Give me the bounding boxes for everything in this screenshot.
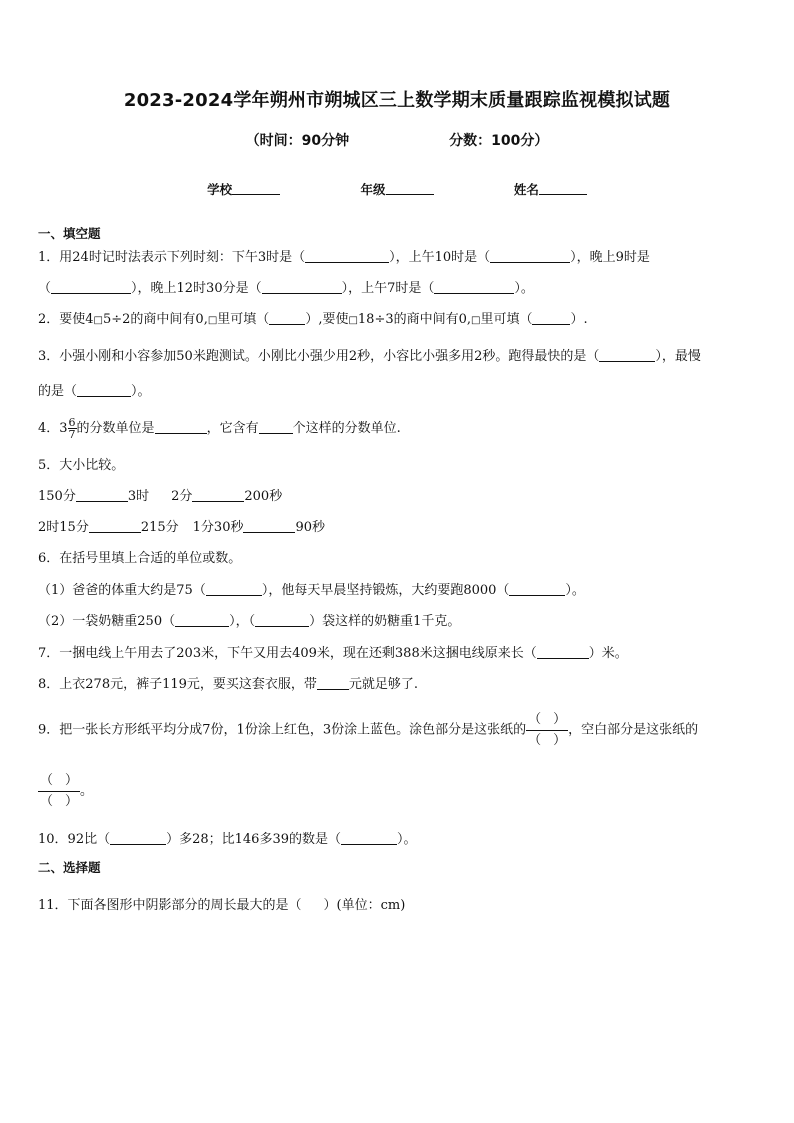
question-10: 10．92比（ ）多28；比146多39的数是（ ）。 [38, 832, 417, 847]
answer-fraction[interactable]: $\frac{( )}{( )}$ [40, 773, 79, 809]
question-1-line-2: （ ），晚上12时30分是（ ），上午7时是（ ）。 [38, 281, 534, 296]
answer-blank[interactable] [434, 280, 514, 294]
answer-blank[interactable] [532, 311, 570, 325]
section-choice-heading: 二、选择题 [38, 860, 101, 875]
answer-blank[interactable] [155, 420, 207, 434]
answer-blank[interactable] [192, 488, 244, 502]
answer-blank[interactable] [317, 676, 349, 690]
question-7: 7．一捆电线上午用去了203米，下午又用去409米，现在还剩388米这捆电线原来长（ ）米。 [38, 646, 628, 661]
exam-title: 2023-2024学年朔州市朔城区三上数学期末质量跟踪监视模拟试题 [123, 90, 671, 111]
student-info-row [0, 180, 794, 198]
answer-blank[interactable] [175, 613, 229, 627]
question-2: 2．要使4□5÷2的商中间有0,□里可填（ ）,要使□18÷3的商中间有0,□里可填（ ）. [38, 312, 588, 327]
blank-box-icon: □ [348, 315, 358, 326]
question-8: 8．上衣278元，裤子119元，要买这套衣服，带 元就足够了. [38, 677, 419, 692]
question-9: 9．把一张长方形纸平均分成7份，1份涂上红色，3份涂上蓝色。涂色部分是这张纸的 $\frac{( )}{( )}$ ，空白部分是这张纸的 [38, 712, 699, 748]
question-5-row-1: 150分 3时 2分 200秒 [38, 489, 283, 504]
answer-blank[interactable] [262, 280, 342, 294]
question-6-part-1: （1）爸爸的体重大约是75（ ），他每天早晨坚持锻炼，大约要跑8000（ ）。 [38, 583, 585, 598]
blank-box-icon: □ [207, 315, 218, 326]
answer-blank[interactable] [110, 831, 166, 845]
answer-blank[interactable] [341, 831, 397, 845]
answer-blank[interactable] [255, 613, 309, 627]
answer-blank[interactable] [259, 420, 293, 434]
question-6-part-2: （2）一袋奶糖重250（ ），（ ）袋这样的奶糖重1千克。 [38, 614, 461, 629]
answer-blank[interactable] [537, 645, 589, 659]
question-5-title: 5．大小比较。 [38, 458, 125, 473]
grade-field[interactable]: 年级 [360, 180, 433, 198]
question-11: 11．下面各图形中阴影部分的周长最大的是（ ）(单位：cm) [38, 898, 406, 913]
question-6-title: 6．在括号里填上合适的单位或数。 [38, 551, 242, 566]
answer-blank[interactable] [490, 249, 570, 263]
blank-box-icon: □ [93, 315, 103, 326]
answer-blank[interactable] [77, 383, 131, 397]
blank-box-icon: □ [471, 315, 481, 326]
name-field[interactable]: 姓名 [514, 180, 587, 198]
answer-fraction[interactable]: $\frac{( )}{( )}$ [528, 712, 567, 748]
score-label: 分数：100分） [449, 133, 549, 149]
answer-blank[interactable] [305, 249, 389, 263]
answer-blank[interactable] [76, 488, 128, 502]
school-field[interactable]: 学校 [207, 180, 280, 198]
question-4: 4．3 $\frac{6}{7}$ 的分数单位是 ，它含有 个这样的分数单位. [38, 416, 401, 441]
question-9-fraction-2: $\frac{( )}{( )}$ 。 [40, 773, 94, 809]
section-fill-heading: 一、填空题 [38, 226, 101, 241]
question-3-line-1: 3．小强小刚和小容参加50米跑测试。小刚比小强少用2秒，小容比小强多用2秒。跑得最快的是（ ），最慢 [38, 349, 701, 364]
answer-blank[interactable] [269, 311, 305, 325]
mixed-fraction: $\frac{6}{7}$ [68, 416, 76, 441]
answer-blank[interactable] [599, 348, 655, 362]
answer-blank[interactable] [51, 280, 131, 294]
answer-blank[interactable] [206, 582, 262, 596]
question-5-row-2: 2时15分 215分 1分30秒 90秒 [38, 520, 326, 535]
time-label: （时间：90分钟 [245, 133, 350, 149]
question-3-line-2: 的是（ ）。 [38, 384, 151, 399]
answer-blank[interactable] [509, 582, 565, 596]
exam-subtitle [0, 130, 794, 150]
question-1-line-1: 1．用24时记时法表示下列时刻：下午3时是（ ），上午10时是（ ），晚上9时是 [38, 250, 650, 265]
answer-blank[interactable] [89, 519, 141, 533]
answer-blank[interactable] [243, 519, 295, 533]
